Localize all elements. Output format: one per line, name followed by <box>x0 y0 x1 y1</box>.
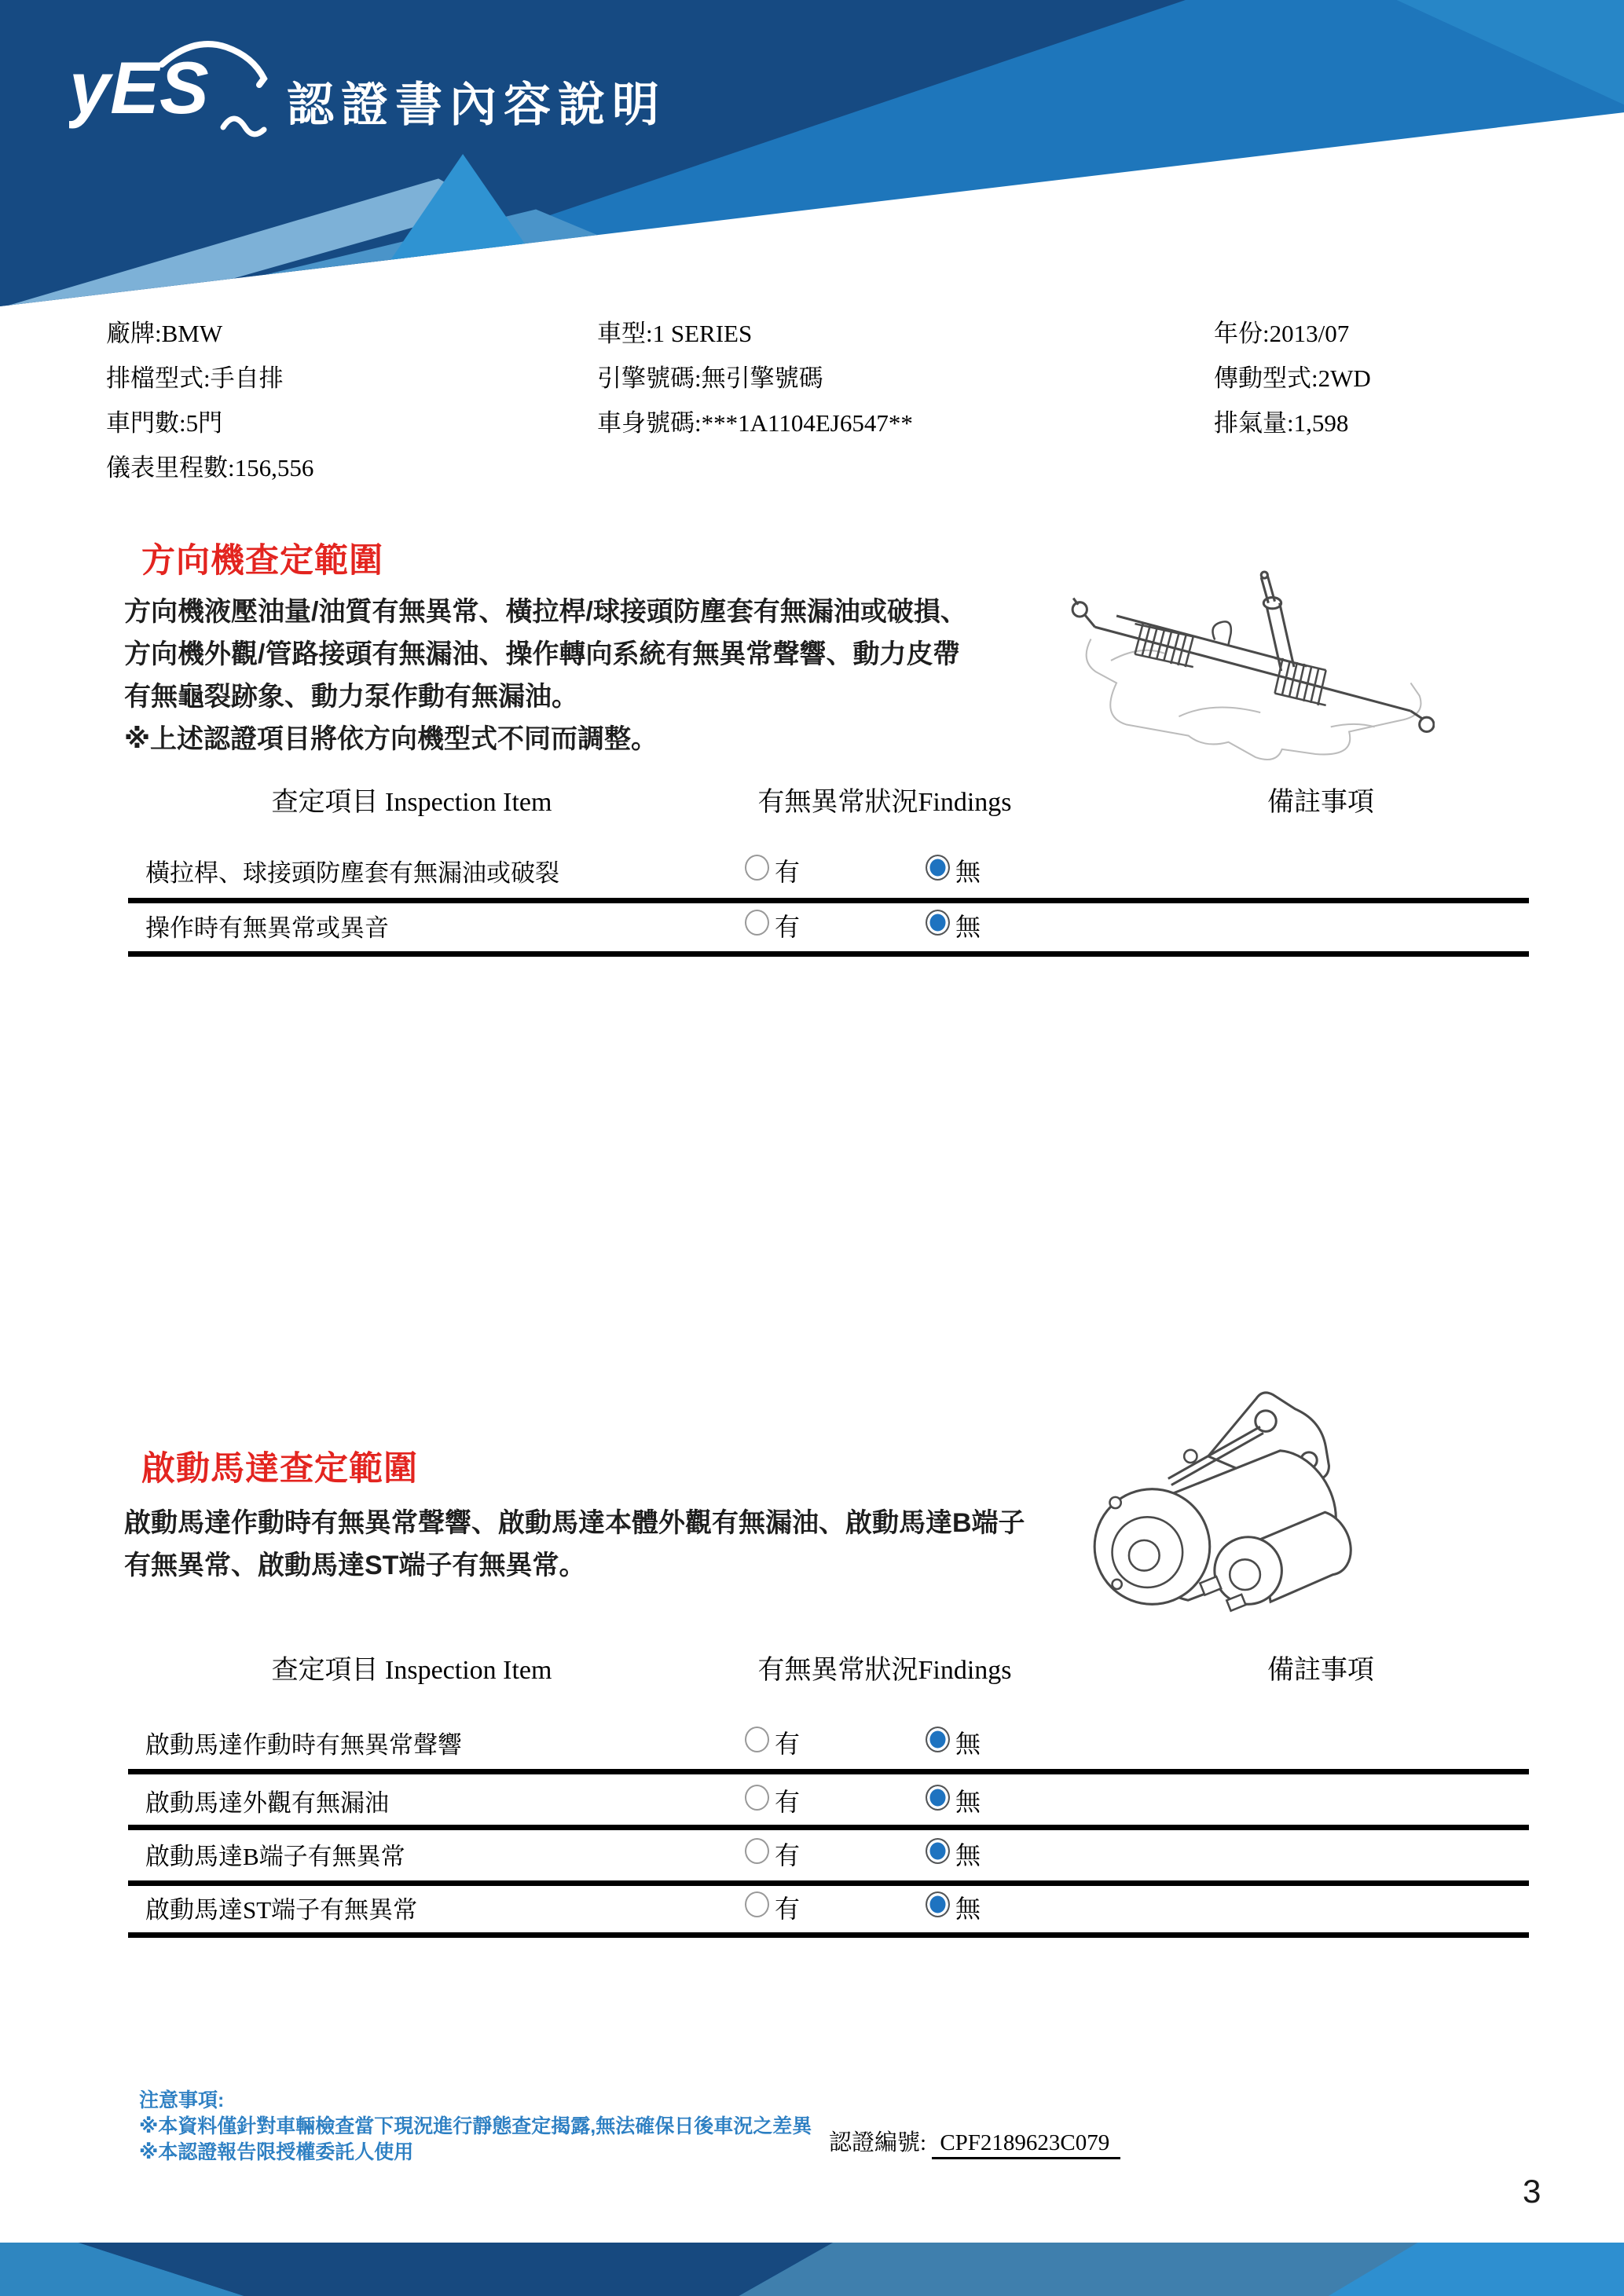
radio-no[interactable] <box>926 855 950 881</box>
inspection-item-label: 啟動馬達ST端子有無異常 <box>145 1896 418 1924</box>
description-line: 有無龜裂跡象、動力泵作動有無漏油。 <box>124 682 578 712</box>
radio-yes-label: 有 <box>775 1730 801 1758</box>
radio-yes[interactable] <box>745 1891 769 1917</box>
table1-header-item: 查定項目 Inspection Item <box>271 788 552 817</box>
table2-header-item: 查定項目 Inspection Item <box>271 1656 552 1685</box>
description-line: 有無異常、啟動馬達ST端子有無異常。 <box>124 1551 586 1580</box>
section-steering-title: 方向機查定範圍 <box>141 542 383 580</box>
table-row-divider <box>128 1825 1529 1830</box>
radio-no[interactable] <box>926 1891 950 1917</box>
table-row <box>0 908 1624 944</box>
radio-no-label: 無 <box>955 1788 981 1816</box>
radio-yes[interactable] <box>745 855 769 881</box>
radio-no[interactable] <box>926 1727 950 1752</box>
vehicle-transmission-type: 排檔型式:手自排 <box>106 364 284 392</box>
starter-motor-illustration <box>1088 1382 1352 1623</box>
vehicle-displacement: 排氣量:1,598 <box>1214 409 1349 437</box>
radio-no[interactable] <box>926 1785 950 1811</box>
radio-yes[interactable] <box>745 1727 769 1752</box>
radio-no-label: 無 <box>955 1730 981 1758</box>
vehicle-door-count: 車門數:5門 <box>106 409 223 437</box>
radio-no[interactable] <box>926 910 950 936</box>
certificate-number-label: 認證編號: <box>829 2130 927 2155</box>
vehicle-info-column-2 <box>597 311 913 445</box>
table-row-divider <box>128 1880 1529 1886</box>
inspection-item-label: 操作時有無異常或異音 <box>145 914 389 942</box>
section-steering-description <box>124 591 967 760</box>
footer-band <box>0 2243 1624 2296</box>
table-row <box>0 853 1624 889</box>
radio-yes-label: 有 <box>775 858 801 886</box>
notice-line: ※本認證報告限授權委託人使用 <box>139 2141 414 2163</box>
inspection-item-label: 橫拉桿、球接頭防塵套有無漏油或破裂 <box>145 859 559 887</box>
vehicle-vin: 車身號碼:***1A1104EJ6547** <box>597 409 913 437</box>
notice-line: ※本資料僅針對車輛檢查當下現況進行靜態查定揭露,無法確保日後車況之差異 <box>139 2115 812 2137</box>
table1-header-remarks: 備註事項 <box>1267 788 1374 817</box>
description-line: 方向機外觀/管路接頭有無漏油、操作轉向系統有無異常聲響、動力皮帶 <box>124 639 960 669</box>
certificate-number-row <box>829 2125 1120 2157</box>
vehicle-info-column-1 <box>106 311 313 490</box>
table-row <box>0 1783 1624 1819</box>
radio-no-label: 無 <box>955 858 981 886</box>
radio-no-label: 無 <box>955 1841 981 1869</box>
notice-title: 注意事項: <box>139 2089 225 2111</box>
table-row-divider <box>128 1769 1529 1774</box>
table-row <box>0 1836 1624 1873</box>
radio-yes-label: 有 <box>775 1895 801 1923</box>
radio-yes-label: 有 <box>775 1841 801 1869</box>
inspection-item-label: 啟動馬達B端子有無異常 <box>145 1843 405 1870</box>
section-starter-title: 啟動馬達查定範圍 <box>141 1450 418 1488</box>
radio-yes-label: 有 <box>775 1788 801 1816</box>
table2-header-remarks: 備註事項 <box>1267 1656 1374 1685</box>
vehicle-model: 車型:1 SERIES <box>597 320 753 347</box>
steering-rack-icon <box>1067 562 1435 764</box>
table-row <box>0 1725 1624 1761</box>
table-row <box>0 1890 1624 1926</box>
table-row-divider <box>128 1932 1529 1938</box>
vehicle-odometer: 儀表里程數:156,556 <box>106 454 314 482</box>
description-line: 啟動馬達作動時有無異常聲響、啟動馬達本體外觀有無漏油、啟動馬達B端子 <box>124 1508 1025 1538</box>
yes-logo <box>69 33 270 143</box>
section-starter-description <box>124 1502 1025 1587</box>
page-number: 3 <box>1523 2173 1542 2210</box>
description-line: 方向機液壓油量/油質有無異常、橫拉桿/球接頭防塵套有無漏油或破損、 <box>124 597 967 627</box>
radio-no-label: 無 <box>955 1895 981 1923</box>
radio-yes[interactable] <box>745 1838 769 1864</box>
car-underline-swoosh-icon <box>223 119 264 134</box>
vehicle-drive-type: 傳動型式:2WD <box>1214 364 1371 392</box>
table2-header-findings: 有無異常狀況Findings <box>757 1656 1012 1685</box>
section-steering-note: ※上述認證項目將依方向機型式不同而調整。 <box>124 724 658 754</box>
inspection-item-label: 啟動馬達作動時有無異常聲響 <box>145 1731 462 1759</box>
table1-header-findings: 有無異常狀況Findings <box>757 788 1012 817</box>
radio-yes[interactable] <box>745 910 769 936</box>
radio-no[interactable] <box>926 1838 950 1864</box>
page-title: 認證書內容說明 <box>287 79 666 131</box>
vehicle-engine-number: 引擎號碼:無引擎號碼 <box>597 364 823 392</box>
vehicle-info-column-3 <box>1214 311 1371 445</box>
table-row-divider <box>128 898 1529 903</box>
vehicle-brand: 廠牌:BMW <box>106 320 223 347</box>
certificate-number-value: CPF2189623C079 <box>932 2130 1120 2159</box>
steering-rack-illustration <box>1067 562 1435 764</box>
radio-yes-label: 有 <box>775 913 801 941</box>
table-row-divider <box>128 951 1529 957</box>
inspection-item-label: 啟動馬達外觀有無漏油 <box>145 1789 389 1817</box>
radio-no-label: 無 <box>955 913 981 941</box>
yes-logo-icon <box>69 33 270 143</box>
yes-logo-text: yES <box>69 46 209 129</box>
starter-motor-icon <box>1088 1382 1352 1623</box>
vehicle-year: 年份:2013/07 <box>1214 320 1350 347</box>
notice-block <box>139 2088 812 2166</box>
radio-yes[interactable] <box>745 1785 769 1811</box>
